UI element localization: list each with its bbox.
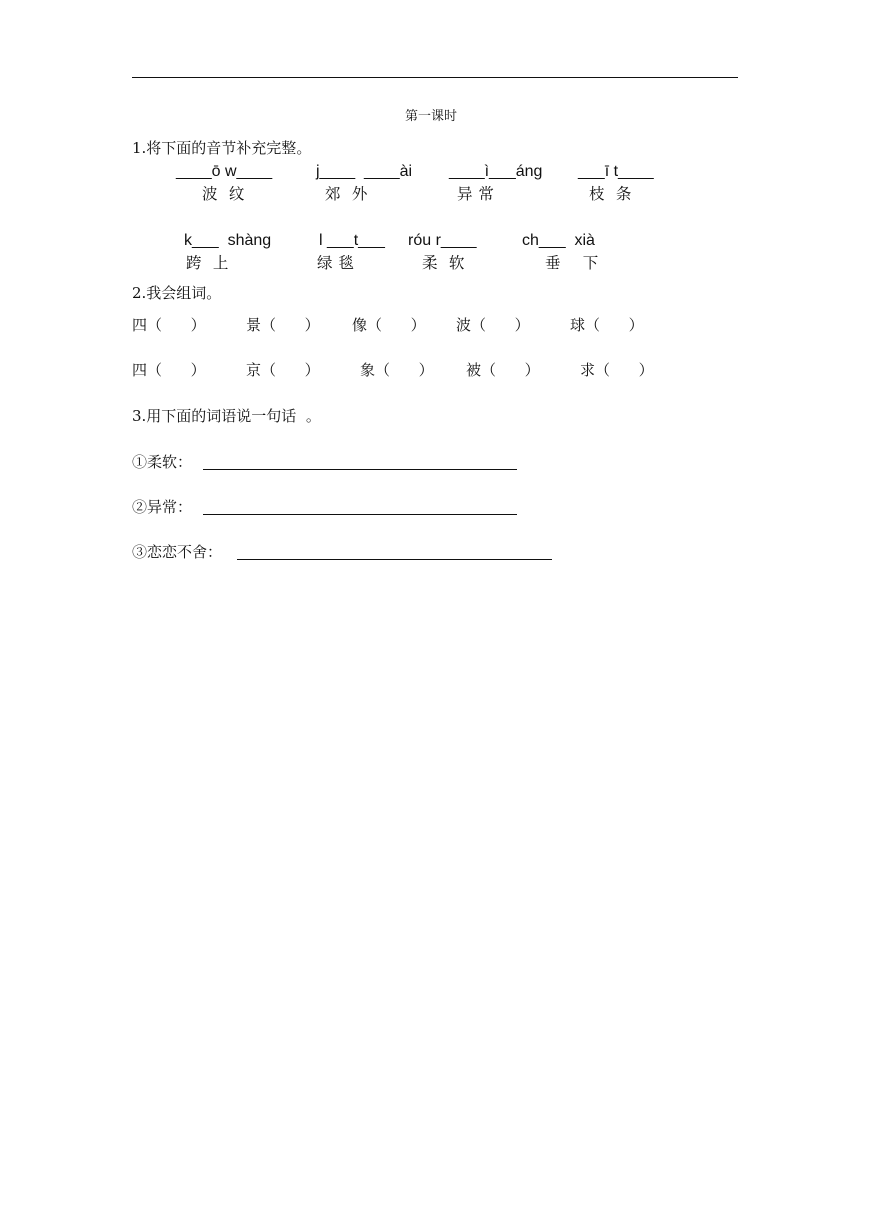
sentence-label: ③恋恋不舍： (132, 543, 223, 561)
pinyin-blank[interactable]: ____ì___áng (449, 163, 543, 180)
question-2-title: 2.我会组词。 (132, 284, 222, 302)
hanzi-word: 跨 上 (186, 254, 229, 272)
hanzi-word: 垂 下 (545, 254, 599, 272)
sentence-label: ①柔软： (132, 453, 193, 471)
word-group-blank[interactable]: 被（ ） (466, 361, 540, 379)
word-group-blank[interactable]: 象（ ） (360, 361, 434, 379)
question-1-title: 1.将下面的音节补充完整。 (132, 139, 312, 157)
word-group-blank[interactable]: 像（ ） (352, 316, 426, 334)
pinyin-blank[interactable]: j____ ____ài (316, 163, 413, 180)
answer-line[interactable] (203, 514, 517, 515)
word-group-blank[interactable]: 波（ ） (456, 316, 530, 334)
pinyin-blank[interactable]: k___ shàng (184, 232, 272, 249)
word-group-blank[interactable]: 求（ ） (580, 361, 654, 379)
word-group-blank[interactable]: 景（ ） (246, 316, 320, 334)
pinyin-blank[interactable]: róu r____ (408, 232, 477, 249)
hanzi-word: 郊 外 (325, 185, 368, 203)
lesson-caption: 第一课时 (405, 109, 458, 124)
word-group-blank[interactable]: 四（ ） (132, 316, 206, 334)
pinyin-blank[interactable]: ___ī t____ (578, 163, 654, 180)
answer-line[interactable] (203, 469, 517, 470)
pinyin-blank[interactable]: ____ō w____ (176, 163, 273, 180)
word-group-blank[interactable]: 京（ ） (246, 361, 320, 379)
pinyin-blank[interactable]: l ___t___ (319, 232, 385, 249)
word-group-blank[interactable]: 四（ ） (132, 361, 206, 379)
top-rule (132, 77, 738, 78)
hanzi-word: 波 纹 (202, 185, 245, 203)
hanzi-word: 绿 毯 (317, 254, 355, 272)
answer-line[interactable] (237, 559, 552, 560)
hanzi-word: 柔 软 (422, 254, 465, 272)
question-3-title: 3.用下面的词语说一句话 。 (132, 407, 321, 425)
hanzi-word: 枝 条 (589, 185, 632, 203)
pinyin-blank[interactable]: ch___ xià (522, 232, 595, 249)
word-group-blank[interactable]: 球（ ） (570, 316, 644, 334)
sentence-label: ②异常： (132, 498, 193, 516)
hanzi-word: 异 常 (457, 185, 495, 203)
